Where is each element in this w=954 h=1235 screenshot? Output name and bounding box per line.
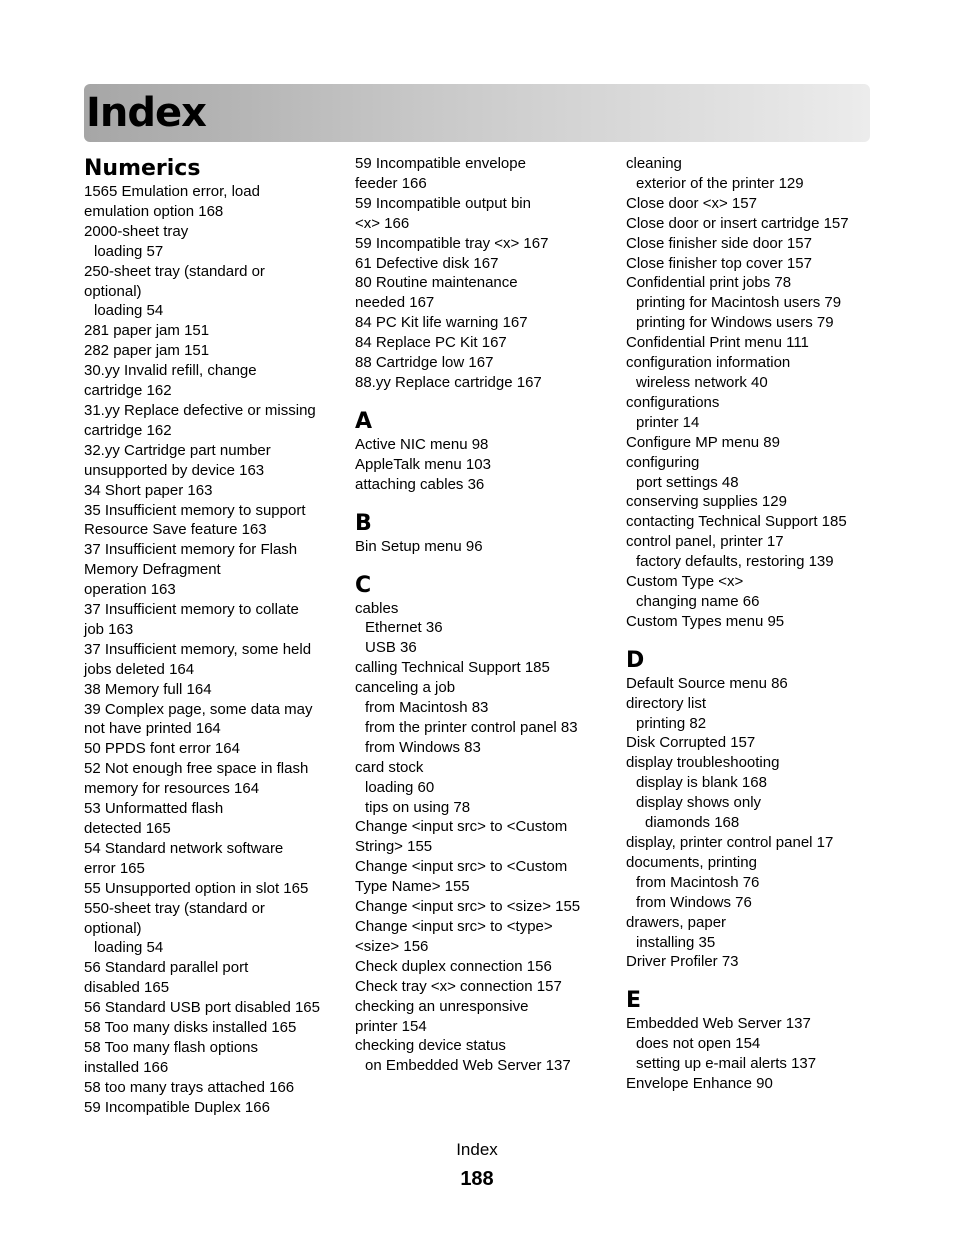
index-entry: printer 154	[355, 1017, 427, 1035]
index-entry: attaching cables 36	[355, 475, 485, 493]
index-section	[84, 154, 346, 1118]
index-entry: Custom Type <x>	[626, 573, 744, 591]
index-entry: 84 Replace PC Kit 167	[355, 334, 507, 352]
index-entry: Active NIC menu 98	[355, 435, 489, 453]
index-entry: Check tray <x> connection 157	[355, 977, 562, 995]
index-subentry: exterior of the printer 129	[636, 174, 804, 192]
index-entry: Close finisher side door 157	[626, 234, 812, 252]
index-section	[626, 986, 888, 1094]
index-entry: 550-sheet tray (standard or	[84, 899, 265, 917]
index-entry: checking an unresponsive	[355, 997, 529, 1015]
index-entry: <x> 166	[355, 214, 410, 232]
index-section	[355, 154, 617, 393]
index-subentry: loading 54	[94, 302, 164, 320]
index-entry: jobs deleted 164	[84, 660, 195, 678]
index-entry: 37 Insufficient memory to collate	[84, 601, 299, 619]
index-entry: emulation option 168	[84, 202, 224, 220]
index-entry: Configure MP menu 89	[626, 433, 780, 451]
index-entry: cables	[355, 599, 399, 617]
index-entry: cartridge 162	[84, 421, 172, 439]
index-entry: 84 PC Kit life warning 167	[355, 314, 528, 332]
index-entry: 58 too many trays attached 166	[84, 1078, 295, 1096]
index-entry: <size> 156	[355, 937, 429, 955]
index-entry: AppleTalk menu 103	[355, 455, 491, 473]
index-entry: Type Name> 155	[355, 878, 470, 896]
index-section	[626, 646, 888, 973]
index-entry: Change <input src> to <size> 155	[355, 898, 581, 916]
index-subentry: printing 82	[636, 714, 707, 732]
index-entry: disabled 165	[84, 979, 170, 997]
index-entry: 32.yy Cartridge part number	[84, 441, 271, 459]
index-entry: 34 Short paper 163	[84, 481, 213, 499]
index-entry: 59 Incompatible tray <x> 167	[355, 234, 549, 252]
index-entry: 88 Cartridge low 167	[355, 354, 494, 372]
index-entry: operation 163	[84, 581, 176, 599]
section-heading: E	[626, 988, 642, 1014]
index-section	[355, 571, 617, 1077]
index-section	[355, 407, 617, 495]
index-entry: unsupported by device 163	[84, 461, 265, 479]
index-entry: Change <input src> to <Custom	[355, 818, 568, 836]
section-heading: C	[355, 572, 372, 598]
index-subentry: on Embedded Web Server 137	[365, 1057, 571, 1075]
index-subentry: does not open 154	[636, 1035, 761, 1053]
index-entry: canceling a job	[355, 679, 456, 697]
index-entry: Default Source menu 86	[626, 674, 788, 692]
index-entry: 39 Complex page, some data may	[84, 700, 313, 718]
index-entry: Close finisher top cover 157	[626, 254, 812, 272]
index-subentry: display shows only	[636, 794, 762, 812]
index-entry: 58 Too many disks installed 165	[84, 1019, 297, 1037]
index-entry: contacting Technical Support 185	[626, 513, 847, 531]
index-entry: 282 paper jam 151	[84, 342, 210, 360]
index-section	[626, 154, 888, 632]
index-entry: 59 Incompatible Duplex 166	[84, 1098, 270, 1116]
index-subentry: from Macintosh 83	[365, 699, 489, 717]
index-entry: Envelope Enhance 90	[626, 1075, 773, 1093]
index-entry: 56 Standard parallel port	[84, 959, 249, 977]
section-heading: Numerics	[84, 156, 201, 181]
index-entry: installed 166	[84, 1058, 169, 1076]
index-subentry: USB 36	[365, 639, 417, 657]
index-entry: 54 Standard network software	[84, 839, 284, 857]
index-entry: 38 Memory full 164	[84, 680, 212, 698]
index-entry: 59 Incompatible envelope	[355, 155, 526, 172]
index-subentry: Ethernet 36	[365, 619, 443, 637]
index-entry: conserving supplies 129	[626, 493, 787, 511]
index-entry: 37 Insufficient memory, some held	[84, 640, 312, 658]
index-entry: configurations	[626, 393, 720, 411]
index-entry: control panel, printer 17	[626, 533, 784, 551]
index-entry: 55 Unsupported option in slot 165	[84, 879, 309, 897]
index-entry: checking device status	[355, 1037, 506, 1055]
index-entry: Driver Profiler 73	[626, 953, 739, 971]
index-entry: 31.yy Replace defective or missing	[84, 401, 316, 419]
index-entry: display, printer control panel 17	[626, 834, 834, 851]
index-entry: optional)	[84, 282, 142, 300]
index-entry: calling Technical Support 185	[355, 659, 550, 677]
index-entry: Confidential Print menu 111	[626, 334, 809, 352]
index-entry: 281 paper jam 151	[84, 322, 210, 340]
index-entry: Resource Save feature 163	[84, 521, 267, 539]
page-number: 188	[460, 1168, 494, 1190]
index-subentry: installing 35	[636, 933, 716, 951]
index-entry: Bin Setup menu 96	[355, 537, 483, 555]
index-entry: Close door <x> 157	[626, 194, 757, 212]
index-subentry: display is blank 168	[636, 774, 767, 792]
index-entry: 35 Insufficient memory to support	[84, 501, 306, 519]
index-entry: job 163	[84, 620, 134, 638]
index-entry: Embedded Web Server 137	[626, 1015, 811, 1033]
index-entry: configuring	[626, 453, 700, 471]
index-entry: Custom Types menu 95	[626, 612, 785, 630]
index-entry: cleaning	[626, 155, 682, 172]
index-subentry: printing for Windows users 79	[636, 314, 834, 332]
index-subentry: from Macintosh 76	[636, 873, 760, 891]
index-entry: 37 Insufficient memory for Flash	[84, 541, 298, 559]
index-entry: card stock	[355, 758, 424, 776]
index-subentry: loading 57	[94, 242, 164, 260]
index-entry: 59 Incompatible output bin	[355, 194, 531, 212]
index-column-2	[355, 154, 617, 1076]
index-subentry: from Windows 83	[365, 738, 481, 756]
index-subentry: loading 54	[94, 939, 164, 957]
index-entry: error 165	[84, 859, 145, 877]
index-entry: 88.yy Replace cartridge 167	[355, 373, 542, 391]
index-entry: configuration information	[626, 354, 791, 372]
index-entry: 2000-sheet tray	[84, 222, 189, 240]
index-subentry: loading 60	[365, 778, 435, 796]
index-entry: documents, printing	[626, 853, 757, 871]
index-entry: Change <input src> to <Custom	[355, 858, 568, 876]
index-entry: optional)	[84, 919, 142, 937]
index-subentry: from the printer control panel 83	[365, 718, 578, 736]
index-subentry: port settings 48	[636, 473, 739, 491]
index-section	[355, 509, 617, 557]
section-heading: B	[355, 510, 372, 536]
index-entry: Close door or insert cartridge 157	[626, 214, 849, 232]
index-entry: display troubleshooting	[626, 754, 780, 772]
index-entry: 53 Unformatted flash	[84, 800, 224, 818]
index-subentry: factory defaults, restoring 139	[636, 553, 834, 571]
index-subentry: changing name 66	[636, 592, 760, 610]
index-subentry: from Windows 76	[636, 893, 752, 911]
index-entry: 50 PPDS font error 164	[84, 740, 240, 758]
index-entry: not have printed 164	[84, 720, 221, 738]
index-entry: cartridge 162	[84, 382, 172, 400]
index-entry: 52 Not enough free space in flash	[84, 760, 309, 778]
index-entry: 56 Standard USB port disabled 165	[84, 999, 320, 1017]
section-heading: A	[355, 408, 373, 434]
index-entry: needed 167	[355, 294, 435, 312]
index-entry: Confidential print jobs 78	[626, 274, 792, 292]
index-entry: feeder 166	[355, 174, 427, 192]
index-column-1	[84, 154, 346, 1118]
index-entry: 58 Too many flash options	[84, 1038, 259, 1056]
footer-section-label: Index	[456, 1140, 498, 1159]
section-heading: D	[626, 647, 645, 673]
index-entry: Disk Corrupted 157	[626, 734, 756, 752]
index-subentry: tips on using 78	[365, 798, 471, 816]
index-entry: 250-sheet tray (standard or	[84, 262, 265, 280]
index-entry: drawers, paper	[626, 913, 727, 931]
title-banner	[84, 84, 870, 142]
index-entry: 80 Routine maintenance	[355, 274, 518, 292]
index-column-3	[626, 154, 888, 1094]
index-subentry: setting up e-mail alerts 137	[636, 1055, 817, 1073]
index-entry: Check duplex connection 156	[355, 957, 552, 975]
index-entry: detected 165	[84, 820, 171, 837]
index-entry: 30.yy Invalid refill, change	[84, 362, 257, 380]
index-entry: Change <input src> to <type>	[355, 918, 553, 935]
index-subentry: wireless network 40	[636, 373, 768, 391]
index-subentry: printing for Macintosh users 79	[636, 294, 842, 312]
index-entry: 1565 Emulation error, load	[84, 183, 260, 200]
page-title: Index	[86, 90, 206, 136]
index-entry: 61 Defective disk 167	[355, 254, 499, 272]
index-entry: memory for resources 164	[84, 780, 260, 798]
index-subentry: printer 14	[636, 413, 700, 431]
index-entry: directory list	[626, 694, 707, 712]
index-entry: String> 155	[355, 838, 433, 856]
index-entry: Memory Defragment	[84, 561, 221, 579]
index-subentry: diamonds 168	[645, 814, 740, 832]
